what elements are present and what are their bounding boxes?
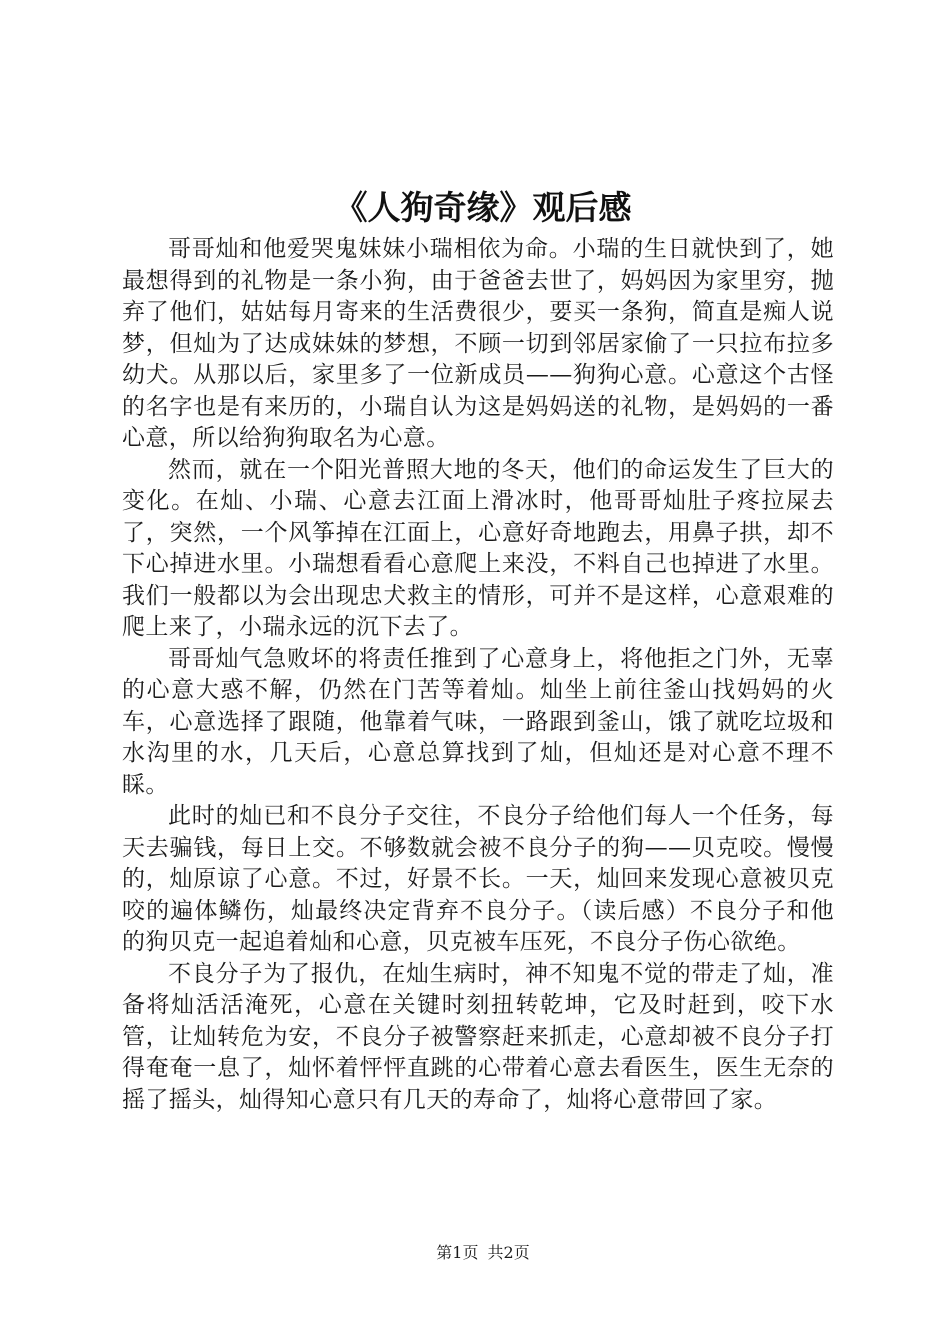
paragraph-2: 然而，就在一个阳光普照大地的冬天，他们的命运发生了巨大的变化。在灿、小瑞、心意去江面上滑冰时，他哥哥灿肚子疼拉屎去了，突然，一个风筝掉在江面上，心意好奇地跑去，用鼻子拱，却不下心掉进水里。小瑞想看看心意爬上来没，不料自己也掉进了水里。我们一般都以为会出现忠犬救主的情形，可并不是这样，心意艰难的爬上来了，小瑞永远的沉下去了。 <box>122 456 834 640</box>
paragraph-3: 哥哥灿气急败坏的将责任推到了心意身上，将他拒之门外，无辜的心意大惑不解，仍然在门苦等着灿。灿坐上前往釜山找妈妈的火车，心意选择了跟随，他靠着气味，一路跟到釜山，饿了就吃垃圾和水沟里的水，几天后，心意总算找到了灿，但灿还是对心意不理不睬。 <box>122 645 834 798</box>
document-title: 《人狗奇缘》观后感 <box>334 188 632 227</box>
paragraph-4: 此时的灿已和不良分子交往，不良分子给他们每人一个任务，每天去骗钱，每日上交。不够数就会被不良分子的狗——贝克咬。慢慢的，灿原谅了心意。不过，好景不长。一天，灿回来发现心意被贝克咬的遍体鳞伤，灿最终决定背弃不良分子。（读后感）不良分子和他的狗贝克一起追着灿和心意，贝克被车压死，不良分子伤心欲绝。 <box>122 803 834 955</box>
document-body <box>122 234 834 1116</box>
page-number-footer: 第1页 共2页 <box>436 1243 530 1262</box>
paragraph-1: 哥哥灿和他爱哭鬼妹妹小瑞相依为命。小瑞的生日就快到了，她最想得到的礼物是一条小狗，由于爸爸去世了，妈妈因为家里穷，抛弃了他们，姑姑每月寄来的生活费很少，要买一条狗，简直是痴人说梦，但灿为了达成妹妹的梦想，不顾一切到邻居家偷了一只拉布拉多幼犬。从那以后，家里多了一位新成员——狗狗心意。心意这个古怪的名字也是有来历的，小瑞自认为这是妈妈送的礼物，是妈妈的一番心意，所以给狗狗取名为心意。 <box>122 236 834 451</box>
paragraph-5: 不良分子为了报仇，在灿生病时，神不知鬼不觉的带走了灿，准备将灿活活淹死，心意在关键时刻扭转乾坤，它及时赶到，咬下水管，让灿转危为安，不良分子被警察赶来抓走，心意却被不良分子打得奄奄一息了，灿怀着怦怦直跳的心带着心意去看医生，医生无奈的摇了摇头，灿得知心意只有几天的寿命了，灿将心意带回了家。 <box>122 960 834 1113</box>
